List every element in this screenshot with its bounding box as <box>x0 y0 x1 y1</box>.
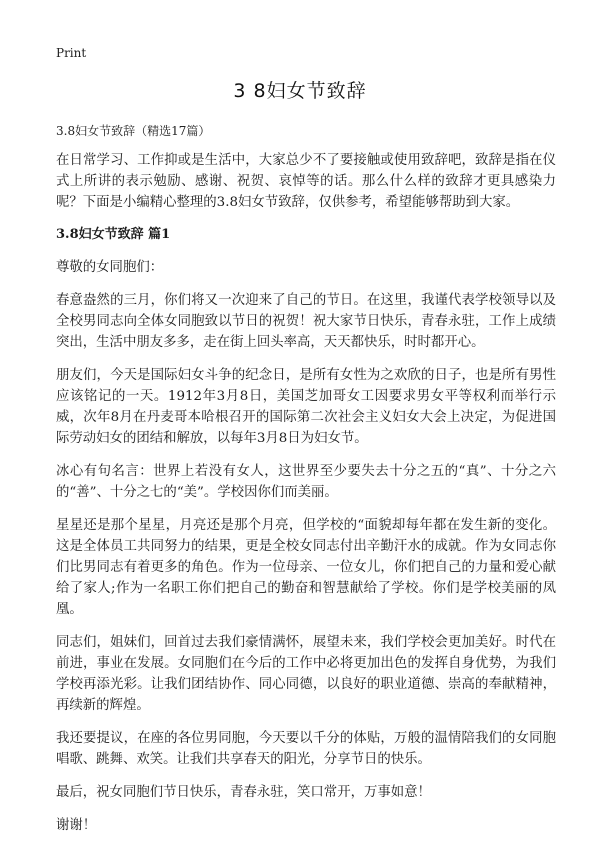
page-title: 3 8妇女节致辞 <box>233 80 367 102</box>
print-label[interactable]: Print <box>56 46 87 60</box>
thanks-paragraph: 谢谢！ <box>56 818 97 833</box>
body-paragraph: 同志们，姐妹们，回首过去我们豪情满怀，展望未来，我们学校会更加美好。时代在前进，事业在发展。女同胞们在今后的工作中必将更加出色的发挥自身优势，为我们学校再添光彩。让我们团结协作、同心同德，以良好的职业道德、崇高的奉献精神，再续新的辉煌。 <box>56 635 556 713</box>
section-heading: 3.8妇女节致辞 篇1 <box>56 227 171 242</box>
closing-paragraph: 最后，祝女同胞们节日快乐，青春永驻，笑口常开，万事如意！ <box>56 785 431 800</box>
body-paragraph: 冰心有句名言：世界上若没有女人，这世界至少要失去十分之五的“真”、十分之六的“善”、十分之七的“美”。学校因你们而美丽。 <box>56 464 556 500</box>
intro-paragraph: 在日常学习、工作抑或是生活中，大家总少不了要接触或使用致辞吧，致辞是指在仪式上所讲的表示勉励、感谢、祝贺、哀悼等的话。那么什么样的致辞才更具感染力呢？下面是小编精心整理的3.8妇女节致辞，仅供参考，希望能够帮助到大家。 <box>56 153 556 210</box>
body-paragraph: 朋友们，今天是国际妇女斗争的纪念日，是所有女性为之欢欣的日子，也是所有男性应该铭记的一天。1912年3月8日，美国芝加哥女工因要求男女平等权利而举行示威，次年8月在丹麦哥本哈根召开的国际第二次社会主义妇女大会上决定，为促进国际劳动妇女的团结和解放，以每年3月8日为妇女节。 <box>56 368 556 446</box>
salutation-paragraph: 尊敬的女同胞们： <box>56 260 164 275</box>
body-paragraph: 星星还是那个星星，月亮还是那个月亮，但学校的“面貌却每年都在发生新的变化。这是全体员工共同努力的结果，更是全校女同志付出辛勤汗水的成就。作为女同志你们比男同志有着更多的角色。作为一位母亲、一位女儿，你们把自己的力量和爱心献给了家人;作为一名职工你们把自己的勤奋和智慧献给了学校。你们是学校美丽的凤凰。 <box>56 518 556 617</box>
document-subtitle: 3.8妇女节致辞（精选17篇） <box>56 124 211 138</box>
document-body <box>56 150 556 848</box>
body-paragraph: 我还要提议，在座的各位男同胞，今天要以千分的体贴，万般的温情陪我们的女同胞唱歌、跳舞、欢笑。让我们共享春天的阳光，分享节日的快乐。 <box>56 731 556 767</box>
body-paragraph: 春意盎然的三月，你们将又一次迎来了自己的节日。在这里，我谨代表学校领导以及全校男同志向全体女同胞致以节日的祝贺！祝大家节日快乐，青春永驻，工作上成绩突出，生活中朋友多多，走在街上回头率高，天天都快乐，时时都开心。 <box>56 293 556 350</box>
